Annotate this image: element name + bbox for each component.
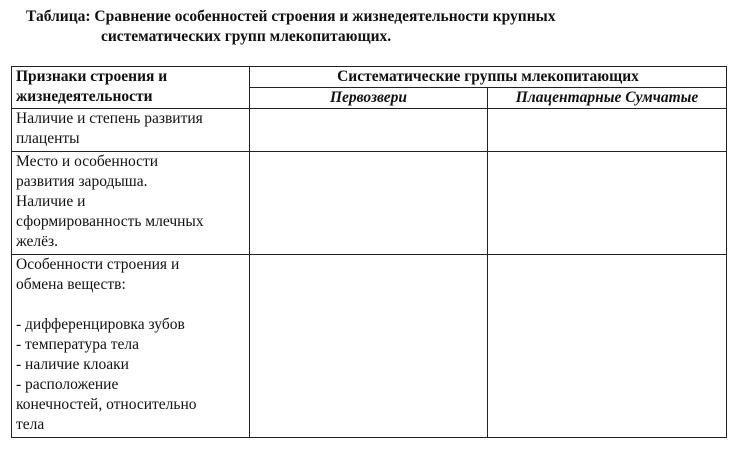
- feature-cell: Место и особенности развития зародыша. Наличие и сформированность млечных желёз.: [12, 152, 250, 255]
- answer-cell[interactable]: [250, 152, 488, 255]
- groups-header: Систематические группы млекопитающих: [250, 67, 727, 88]
- table-row: [12, 152, 727, 255]
- answer-cell[interactable]: [488, 109, 727, 152]
- feature-cell: Особенности строения и обмена веществ: - дифференцировка зубов - температура тела - наличие клоаки - расположение конечностей, относительно тела: [12, 255, 250, 438]
- answer-cell[interactable]: [488, 152, 727, 255]
- answer-cell[interactable]: [250, 109, 488, 152]
- group-header-prototheria: Первозвери: [250, 88, 488, 109]
- table-row: [12, 109, 727, 152]
- feature-column-header: Признаки строения и жизнедеятельности: [12, 67, 250, 109]
- comparison-table: [11, 66, 727, 438]
- title-line-1: Таблица: Сравнение особенностей строения и жизнедеятельности крупных: [26, 8, 556, 25]
- table-title: [26, 7, 726, 47]
- feature-cell: Наличие и степень развития плаценты: [12, 109, 250, 152]
- group-header-placental-marsupial: Плацентарные Сумчатые: [488, 88, 727, 109]
- title-line-2: систематических групп млекопитающих.: [101, 28, 392, 45]
- table-row: [12, 255, 727, 438]
- header-row: [12, 67, 727, 88]
- answer-cell[interactable]: [488, 255, 727, 438]
- answer-cell[interactable]: [250, 255, 488, 438]
